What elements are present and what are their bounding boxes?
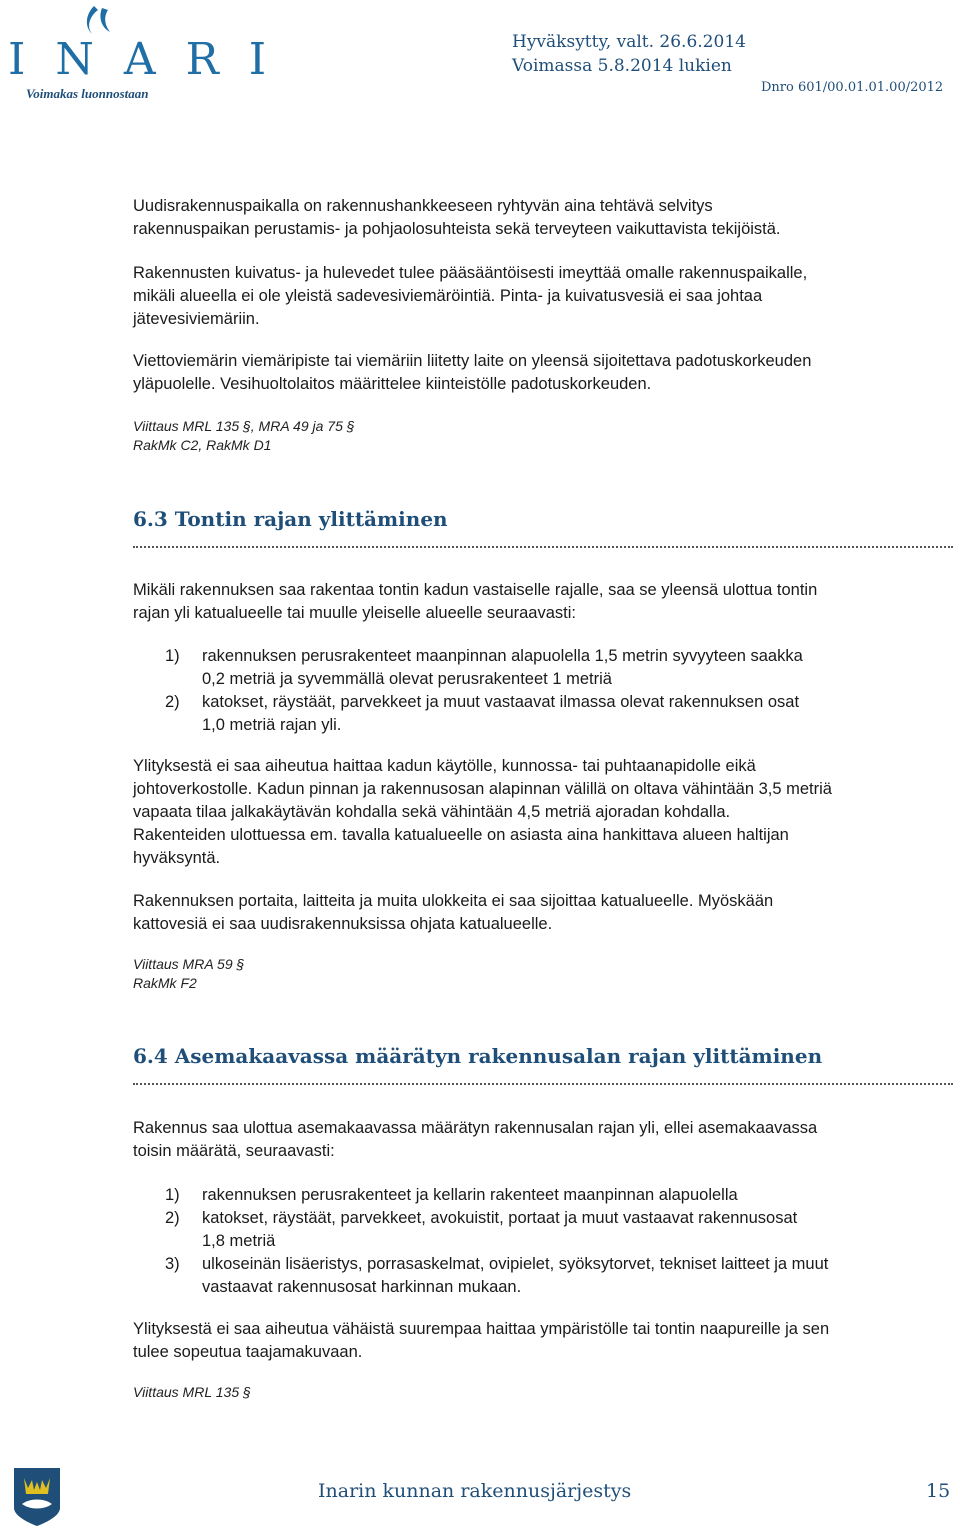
list-item	[165, 1253, 945, 1299]
section-divider	[133, 546, 953, 548]
intro-paragraph-1: Uudisrakennuspaikalla on rakennushankkeeseen ryhtyvän aina tehtävä selvitys rakennuspaikan perustamis- ja pohjaolosuhteista sekä terveyteen vaikuttavista tekijöistä.	[133, 197, 781, 238]
section-6-3-list	[165, 645, 945, 737]
list-item-text: rakennuksen perusrakenteet maanpinnan alapuolella 1,5 metrin syvyyteen saakka 0,2 metriä ja syvemmällä olevat perusrakenteet 1 metriä	[202, 647, 803, 688]
list-item-number: 2)	[165, 1209, 180, 1227]
footer-emblem-icon	[10, 1468, 64, 1526]
intro-reference: Viittaus MRL 135 §, MRA 49 ja 75 § RakMk C2, RakMk D1	[133, 418, 355, 453]
section-heading-6-4: 6.4 Asemakaavassa määrätyn rakennusalan rajan ylittäminen	[133, 1044, 823, 1068]
section-6-3-paragraph-1: Mikäli rakennuksen saa rakentaa tontin kadun vastaiselle rajalle, saa se yleensä ulottua tontin rajan yli katualueelle tai muulle yleiselle alueelle seuraavasti:	[133, 581, 818, 622]
page-number: 15	[926, 1480, 951, 1502]
list-item	[165, 691, 945, 737]
approved-date: Hyväksytty, valt. 26.6.2014	[512, 32, 746, 52]
section-divider	[133, 1083, 953, 1085]
section-heading-6-3: 6.3 Tontin rajan ylittäminen	[133, 507, 448, 531]
intro-paragraph-2: Rakennusten kuivatus- ja hulevedet tulee pääsääntöisesti imeyttää omalle rakennuspaikalle, mikäli alueella ei ole yleistä sadevesiviemäröintiä. Pinta- ja kuivatusvesiä ei saa johtaa jätevesiviemäriin.	[133, 264, 808, 328]
list-item	[165, 1207, 945, 1253]
intro-paragraph-3: Viettoviemärin viemäripiste tai viemäriin liitetty laite on yleensä sijoitettava padotuskorkeuden yläpuolelle. Vesihuoltolaitos määrittelee kiinteistölle padotuskorkeuden.	[133, 352, 812, 393]
section-6-4-paragraph-1: Rakennus saa ulottua asemakaavassa määrätyn rakennusalan rajan yli, ellei asemakaavassa toisin määrätä, seuraavasti:	[133, 1119, 818, 1160]
list-item-number: 1)	[165, 647, 180, 665]
section-6-3-paragraph-2: Ylityksestä ei saa aiheutua haittaa kadun käytölle, kunnossa- tai puhtaanapidolle eikä johtoverkostolle. Kadun pinnan ja rakennusosan alapinnan välillä on oltava vähintään 3,5 metriä vapaata tilaa jalkakäytävän kohdalla sekä vähintään 4,5 metriä ajoradan kohdalla. Rakenteiden ulottuessa em. tavalla katualueelle on asiasta aina hankittava alueen haltijan hyväksyntä.	[133, 757, 832, 867]
list-item-number: 2)	[165, 693, 180, 711]
document-number: Dnro 601/00.01.01.00/2012	[761, 80, 944, 95]
list-item-text: ulkoseinän lisäeristys, porrasaskelmat, ovipielet, syöksytorvet, tekniset laitteet ja muut vastaavat rakennusosat harkinnan mukaan.	[202, 1255, 829, 1296]
section-6-3-paragraph-3: Rakennuksen portaita, laitteita ja muita ulokkeita ei saa sijoittaa katualueelle. Myöskään kattovesiä ei saa uudisrakennuksissa ohjata katualueelle.	[133, 892, 774, 933]
section-6-4-paragraph-2: Ylityksestä ei saa aiheutua vähäistä suurempaa haittaa ympäristölle tai tontin naapureille ja sen tulee sopeutua taajamakuvaan.	[133, 1320, 830, 1361]
valid-from-date: Voimassa 5.8.2014 lukien	[512, 56, 732, 76]
list-item-text: rakennuksen perusrakenteet ja kellarin rakenteet maanpinnan alapuolella	[202, 1186, 738, 1204]
section-6-3-reference: Viittaus MRA 59 § RakMk F2	[133, 956, 245, 991]
logo-tagline: Voimakas luonnostaan	[26, 86, 149, 101]
list-item-text: katokset, räystäät, parvekkeet ja muut vastaavat ilmassa olevat rakennuksen osat 1,0 metriä rajan yli.	[202, 693, 800, 734]
approval-info	[512, 30, 746, 78]
list-item-number: 1)	[165, 1186, 180, 1204]
section-6-4-list	[165, 1184, 945, 1299]
section-6-4-reference: Viittaus MRL 135 §	[133, 1384, 251, 1400]
list-item	[165, 645, 945, 691]
list-item	[165, 1184, 945, 1207]
list-item-text: katokset, räystäät, parvekkeet, avokuistit, portaat ja muut vastaavat rakennusosat 1,8 metriä	[202, 1209, 798, 1250]
footer-title: Inarin kunnan rakennusjärjestys	[318, 1480, 632, 1502]
list-item-number: 3)	[165, 1255, 180, 1273]
logo-wordmark: INARI	[8, 34, 297, 85]
